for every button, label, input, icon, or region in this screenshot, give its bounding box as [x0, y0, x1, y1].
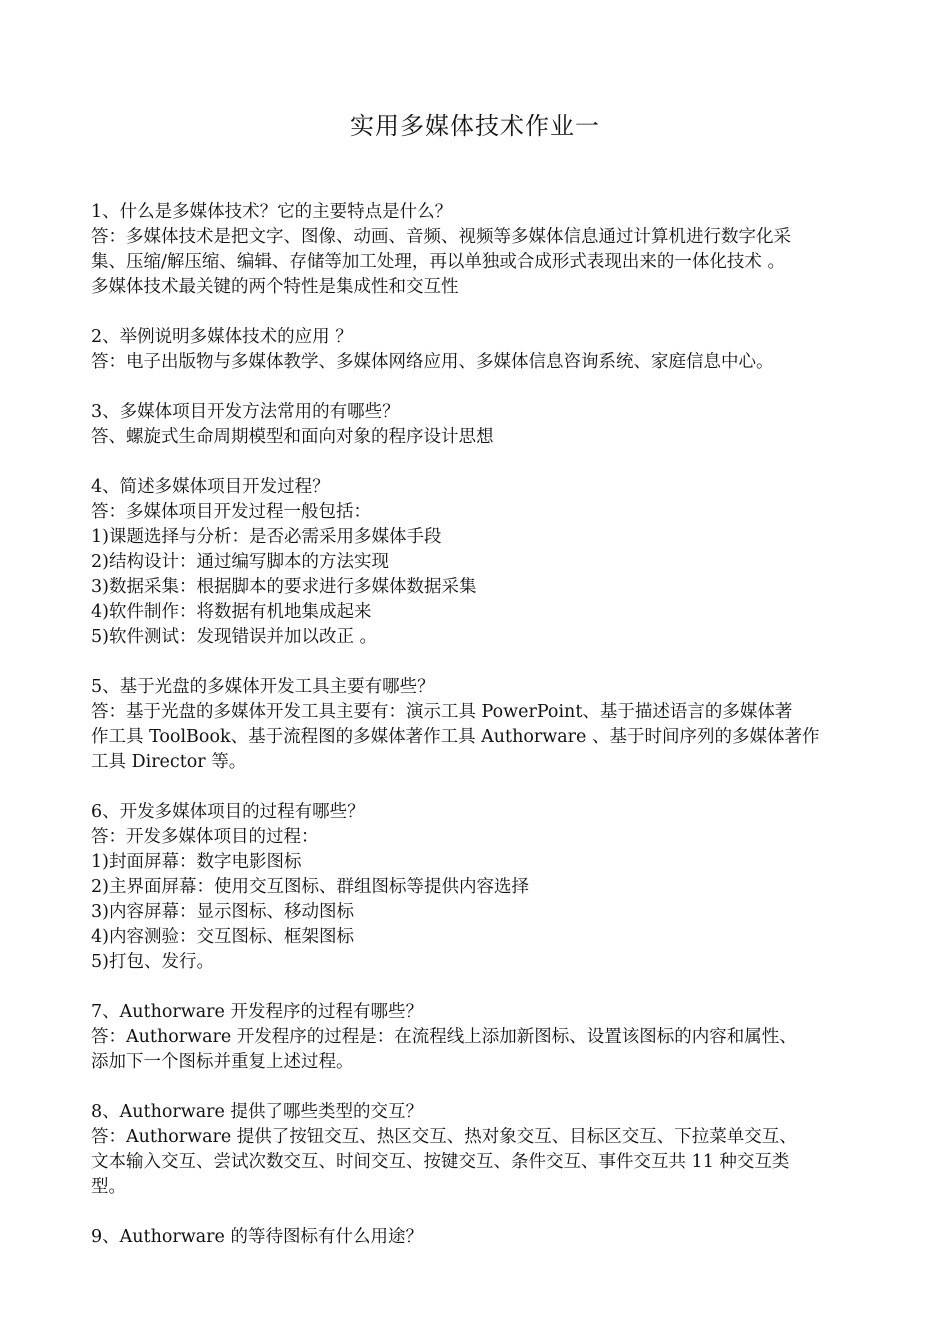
text-line: 型。	[91, 1177, 126, 1197]
blank-line	[91, 450, 866, 475]
text-line: 集、压缩/解压缩、编辑、存储等加工处理，再以单独或合成形式表现出来的一体化技术 。	[91, 252, 785, 272]
text-line: 答：多媒体技术是把文字、图像、动画、音频、视频等多媒体信息通过计算机进行数字化采	[91, 227, 791, 247]
text-line: 3)内容屏幕：显示图标、移动图标	[91, 902, 354, 922]
text-line: 5、基于光盘的多媒体开发工具主要有哪些？	[91, 677, 435, 697]
text-line: 答：开发多媒体项目的过程：	[91, 827, 319, 847]
text-line: 答：Authorware 开发程序的过程是：在流程线上添加新图标、设置该图标的内容和属性、	[91, 1027, 797, 1047]
text-line: 答：多媒体项目开发过程一般包括：	[91, 502, 371, 522]
text-line: 3)数据采集：根据脚本的要求进行多媒体数据采集	[91, 577, 477, 597]
text-line: 8、Authorware 提供了哪些类型的交互？	[91, 1102, 423, 1122]
text-line: 5)软件测试：发现错误并加以改正 。	[91, 627, 378, 647]
blank-line	[91, 375, 866, 400]
text-line: 工具 Director 等。	[91, 752, 247, 772]
text-line: 多媒体技术最关键的两个特性是集成性和交互性	[91, 277, 459, 297]
document-title: 实用多媒体技术作业一	[350, 112, 600, 140]
text-line: 答、螺旋式生命周期模型和面向对象的程序设计思想	[91, 427, 494, 447]
blank-line	[91, 775, 866, 800]
blank-line	[91, 1075, 866, 1100]
text-line: 4、简述多媒体项目开发过程？	[91, 477, 330, 497]
text-line: 1)封面屏幕：数字电影图标	[91, 852, 302, 872]
document-body	[91, 200, 866, 1250]
text-line: 答：Authorware 提供了按钮交互、热区交互、热对象交互、目标区交互、下拉菜单交互、	[91, 1127, 797, 1147]
text-line: 2)结构设计：通过编写脚本的方法实现	[91, 552, 389, 572]
text-line: 文本输入交互、尝试次数交互、时间交互、按键交互、条件交互、事件交互共 11 种交互类	[91, 1152, 790, 1172]
text-line: 2)主界面屏幕：使用交互图标、群组图标等提供内容选择	[91, 877, 529, 897]
text-line: 答：基于光盘的多媒体开发工具主要有：演示工具 PowerPoint、基于描述语言的多媒体著	[91, 702, 793, 722]
text-line: 作工具 ToolBook、基于流程图的多媒体著作工具 Authorware 、基于时间序列的多媒体著作	[91, 727, 820, 747]
text-line: 2、举例说明多媒体技术的应用 ？	[91, 327, 353, 347]
text-line: 5)打包、发行。	[91, 952, 214, 972]
text-line: 7、Authorware 开发程序的过程有哪些？	[91, 1002, 423, 1022]
text-line: 9、Authorware 的等待图标有什么用途？	[91, 1227, 423, 1247]
text-line: 4)软件制作：将数据有机地集成起来	[91, 602, 372, 622]
text-line: 3、多媒体项目开发方法常用的有哪些？	[91, 402, 400, 422]
text-line: 1)课题选择与分析：是否必需采用多媒体手段	[91, 527, 442, 547]
text-line: 添加下一个图标并重复上述过程。	[91, 1052, 354, 1072]
blank-line	[91, 1200, 866, 1225]
blank-line	[91, 650, 866, 675]
text-line: 4)内容测验：交互图标、框架图标	[91, 927, 354, 947]
blank-line	[91, 975, 866, 1000]
text-line: 1、什么是多媒体技术？它的主要特点是什么？	[91, 202, 453, 222]
text-line: 答：电子出版物与多媒体教学、多媒体网络应用、多媒体信息咨询系统、家庭信息中心。	[91, 352, 774, 372]
text-line: 6、开发多媒体项目的过程有哪些？	[91, 802, 365, 822]
blank-line	[91, 300, 866, 325]
